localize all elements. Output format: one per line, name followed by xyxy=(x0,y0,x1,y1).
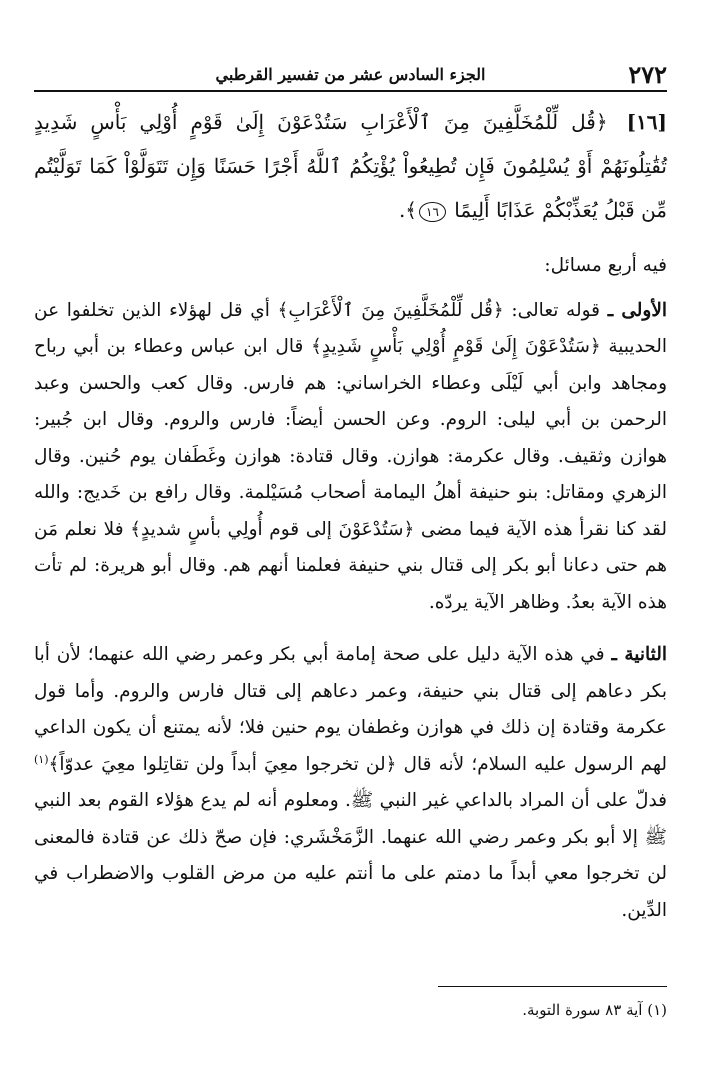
verse-text: قُل لِّلْمُخَلَّفِينَ مِنَ ٱلْأَعْرَابِ سَتُدْعَوْنَ إِلَىٰ قَوْمٍ أُوْلِي بَأْسٍ شَدِيدٍ تُقَٰتِلُونَهُمْ أَوْ يُسْلِمُونَ فَإِن تُطِيعُواْ يُؤْتِكُمُ ٱللَّهُ أَجْرًا حَسَنًا وَإِن تَتَوَلَّوْاْ كَمَا تَوَلَّيْتُم مِّن قَبْلُ يُعَذِّبْكُمْ عَذَابًا أَلِيمًا xyxy=(34,110,667,222)
page-number: ٢٧٢ xyxy=(628,60,667,89)
running-header xyxy=(34,60,667,92)
section-second xyxy=(34,637,667,929)
verse-open-bracket: ﴿ xyxy=(595,110,608,134)
section-first-text: قوله تعالى: ﴿قُل لِّلْمُخَلَّفِينَ مِنَ ٱلْأَعْرَابِ﴾ أي قل لهؤلاء الذين تخلفوا عن الحديبية ﴿سَتُدْعَوْنَ إِلَىٰ قَوْمٍ أُوْلِي بَأْسٍ شَدِيدٍ﴾ قال ابن عباس وعطاء بن أبي رباح ومجاهد وابن أبي لَيْلَى وعطاء الخراساني: هم فارس. وقال كعب والحسن وعبد الرحمن بن أبي ليلى: الروم. وعن الحسن أيضاً: فارس والروم. وقال ابن جُبير: هوازن وثقيف. وقال عكرمة: هوازن. وقال قتادة: هوازن وغَطَفان يوم حُنين. وقال الزهري ومقاتل: بنو حنيفة أهلُ اليمامة أصحاب مُسَيْلمة. وقال رافع بن خَديج: والله لقد كنا نقرأ هذه الآية فيما مضى ﴿سَتُدْعَوْنَ إلى قوم أُولِي بأسٍ شديدٍ﴾ فلا نعلم مَن هم حتى دعانا أبو بكر إلى قتال بني حنيفة فعلمنا أنهم هم. وقال أبو هريرة: لم تأت هذه الآية بعدُ. وظاهر الآية يردّه. xyxy=(34,299,667,613)
section-first-lead: الأولى ـ xyxy=(607,299,668,321)
ayah-end-mark: ١٦ xyxy=(419,202,446,222)
verse-number: [١٦] xyxy=(626,110,668,134)
intro-line: فيه أربع مسائل: xyxy=(544,255,667,276)
verse-block xyxy=(34,100,667,232)
footnote-reference: (١) xyxy=(34,752,49,766)
section-first xyxy=(34,293,667,622)
section-second-lead: الثانية ـ xyxy=(611,644,667,665)
footnote: (١) آية ٨٣ سورة التوبة. xyxy=(522,1001,667,1019)
verse-close-bracket: ﴾. xyxy=(398,198,418,222)
section-second-text-b: فدلّ على أن المراد بالداعي غير النبي ﷺ. ومعلوم أنه لم يدع هؤلاء القوم بعد النبي ﷺ إلا أبو بكر وعمر رضي الله عنهما. الزَّمَخْشَري: فإن صحّ ذلك عن قتادة فالمعنى لن تخرجوا معي أبداً ما دمتم على ما أنتم عليه من مرض القلوب والاضطراب في الدِّين. xyxy=(34,790,667,921)
running-title: الجزء السادس عشر من تفسير القرطبي xyxy=(215,65,486,84)
footnote-divider xyxy=(438,986,667,987)
body-text xyxy=(34,100,667,929)
section-second-text-a: في هذه الآية دليل على صحة إمامة أبي بكر وعمر رضي الله عنهما؛ لأن أبا بكر دعاهم إلى قتال بني حنيفة، وعمر دعاهم إلى قتال فارس والروم. وأما قول عكرمة وقتادة إن ذلك في هوازن وغطفان يوم حنين فلا؛ لأنه يمتنع أن يكون الداعي لهم الرسول عليه السلام؛ لأنه قال ﴿لن تخرجوا معِيَ أبداً ولن تقاتِلوا معِيَ عدوّاً﴾ xyxy=(34,644,667,775)
